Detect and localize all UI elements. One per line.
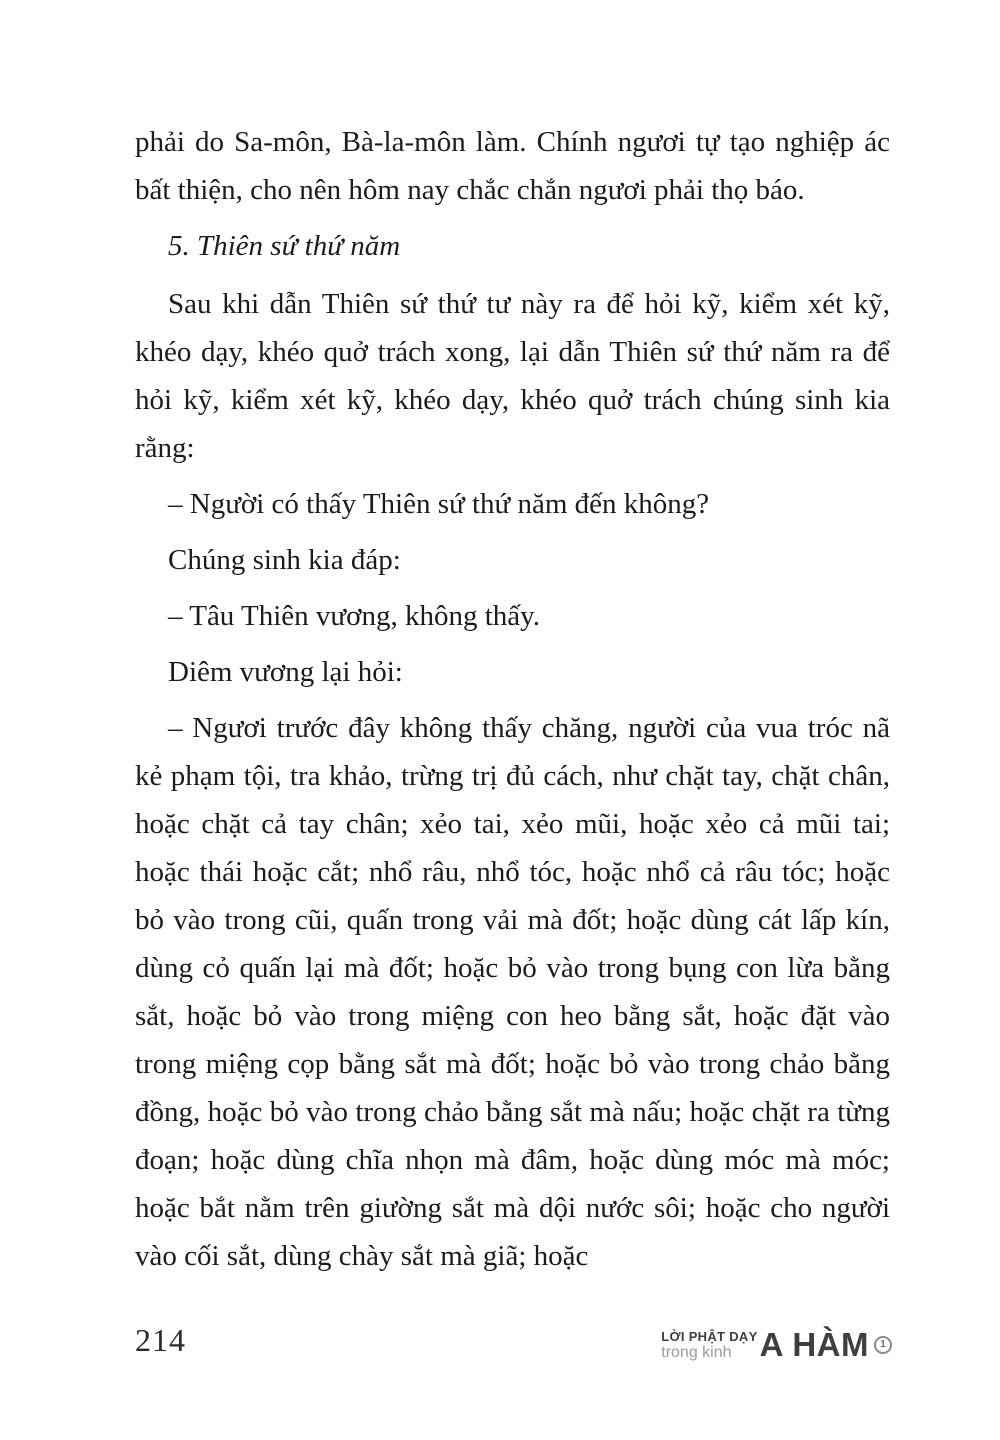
section-heading: 5. Thiên sứ thứ năm xyxy=(168,230,401,262)
page-number: 214 xyxy=(135,1322,186,1358)
logo-series xyxy=(661,1330,757,1361)
text-block xyxy=(135,118,890,1288)
volume-number-icon: 1 xyxy=(874,1336,892,1354)
dialogue-line: – Tâu Thiên vương, không thấy. xyxy=(168,600,541,632)
logo-series-top: LỜI PHẬT DẠY xyxy=(661,1328,758,1344)
paragraph: Chúng sinh kia đáp: xyxy=(168,544,401,576)
paragraph: Sau khi dẫn Thiên sứ thứ tư này ra để hỏi kỹ, kiểm xét kỹ, khéo dạy, khéo quở trách xong, lại dẫn Thiên sứ thứ năm ra để hỏi kỹ, kiểm xét kỹ, khéo dạy, khéo quở trách chúng sinh kia rằng: xyxy=(135,288,890,464)
logo-series-bottom: trong kinh xyxy=(661,1343,732,1361)
continuation-paragraph: phải do Sa-môn, Bà-la-môn làm. Chính ngươi tự tạo nghiệp ác bất thiện, cho nên hôm nay chắc chắn ngươi phải thọ báo. xyxy=(135,126,890,206)
dialogue-line: – Người có thấy Thiên sứ thứ năm đến không? xyxy=(168,488,710,520)
logo-title: A HÀM xyxy=(759,1326,869,1363)
paragraph: Diêm vương lại hỏi: xyxy=(168,656,403,688)
book-logo xyxy=(661,1326,892,1364)
dialogue-paragraph: – Ngươi trước đây không thấy chăng, người của vua tróc nã kẻ phạm tội, tra khảo, trừng trị đủ cách, như chặt tay, chặt chân, hoặc chặt cả tay chân; xẻo tai, xẻo mũi, hoặc xẻo cả mũi tai; hoặc thái hoặc cắt; nhổ râu, nhổ tóc, hoặc nhổ cả râu tóc; hoặc bỏ vào trong cũi, quấn trong vải mà đốt; hoặc dùng cát lấp kín, dùng cỏ quấn lại mà đốt; hoặc bỏ vào trong bụng con lừa bằng sắt, hoặc bỏ vào trong miệng con heo bằng sắt, hoặc đặt vào trong miệng cọp bằng sắt mà đốt; hoặc bỏ vào trong chảo bằng đồng, hoặc bỏ vào trong chảo bằng sắt mà nấu; hoặc chặt ra từng đoạn; hoặc dùng chĩa nhọn mà đâm, hoặc dùng móc mà móc; hoặc bắt nằm trên giường sắt mà dội nước sôi; hoặc cho người vào cối sắt, dùng chày sắt mà giã; hoặc xyxy=(135,712,890,1272)
